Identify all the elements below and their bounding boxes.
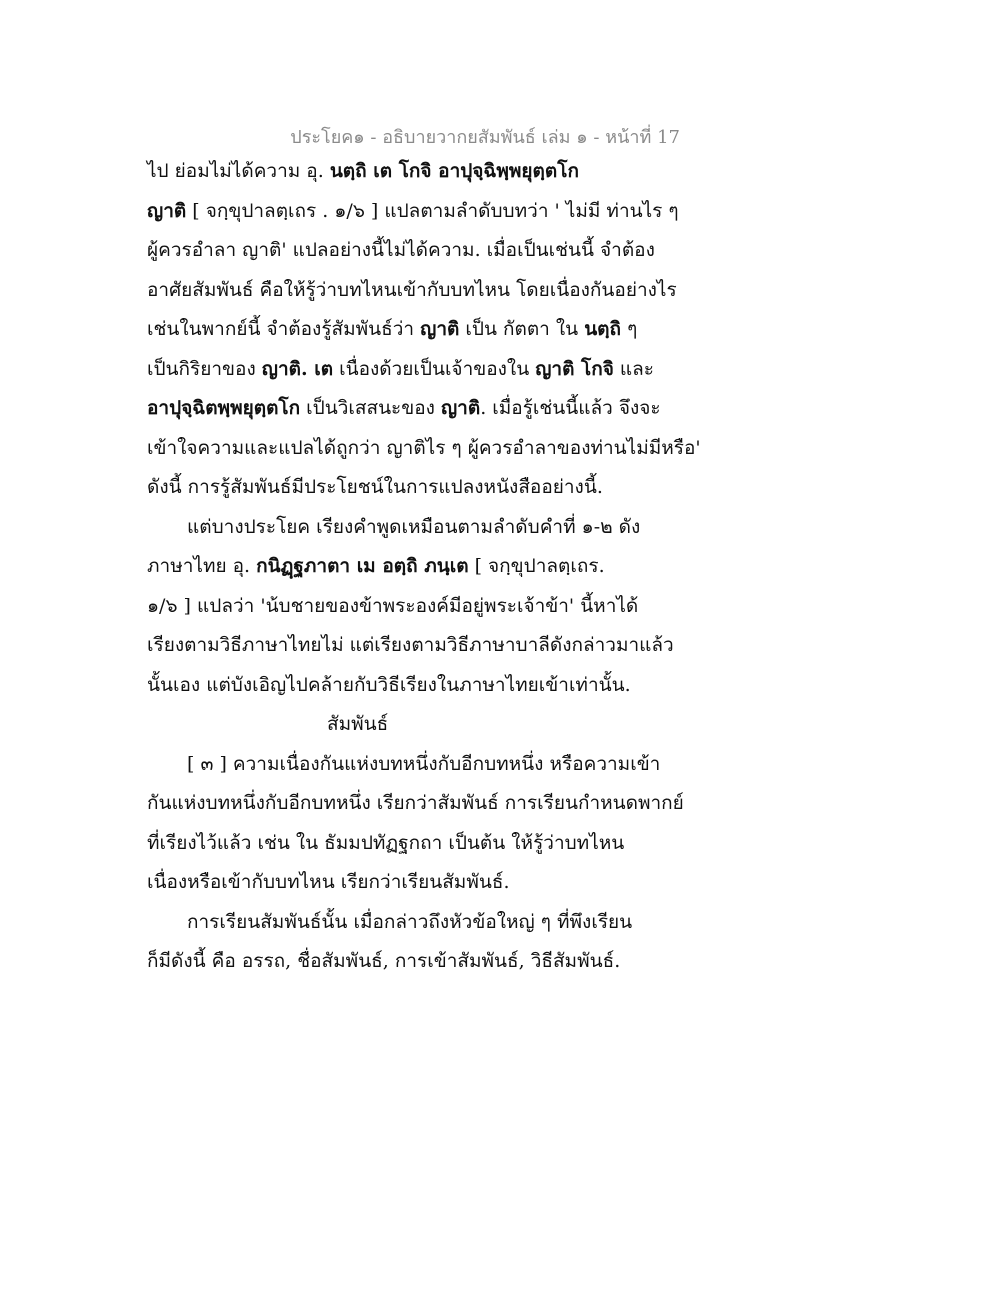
text-line: [ ๓ ] ความเนื่องกันแห่งบทหนึ่งกับอีกบทหนึ่ง หรือความเข้า [187,752,661,775]
body-text [147,152,707,982]
text-line: การเรียนสัมพันธ์นั้น เมื่อกล่าวถึงหัวข้อใหญ่ ๆ ที่พึงเรียน [187,910,633,933]
text-line: ดังนี้ การรู้สัมพันธ์มีประโยชน์ในการแปลงหนังสืออย่างนี้. [147,476,603,498]
paragraph-2 [147,508,707,706]
pali-term: นตฺถิ เต โกจิ อาปุจฺฉิพฺพยุตฺตโก [329,160,579,182]
pali-term: ญาติ [420,318,460,340]
text-line: เข้าใจความและแปลได้ถูกว่า ญาติไร ๆ ผู้ควรอำลาของท่านไม่มีหรือ' [147,436,701,459]
text-line: ก็มีดังนี้ คือ อรรถ, ชื่อสัมพันธ์, การเข้าสัมพันธ์, วิธีสัมพันธ์. [147,950,621,972]
text-line: ที่เรียงไว้แล้ว เช่น ใน ธัมมปทัฏฐกถา เป็นต้น ให้รู้ว่าบทไหน [147,831,625,854]
text-line: เนื่องหรือเข้ากับบทไหน เรียกว่าเรียนสัมพันธ์. [147,871,510,893]
text-line: แต่บางประโยค เรียงคำพูดเหมือนตามลำดับคำที่ ๑-๒ ดัง [187,515,641,538]
section-heading: สัมพันธ์ [327,713,389,735]
paragraph-4 [147,903,707,982]
pali-term: นตฺถิ [584,318,622,340]
text-line: อาศัยสัมพันธ์ คือให้รู้ว่าบทไหนเข้ากับบทไหน โดยเนื่องกันอย่างไร [147,278,677,301]
text-line: ภาษาไทย อุ. กนิฏฺฐภาตา เม อตฺถิ ภนฺเต [ จกฺขุปาลตฺเถร. [147,555,605,577]
text-line: นั้นเอง แต่บังเอิญไปคล้ายกับวิธีเรียงในภาษาไทยเข้าเท่านั้น. [147,673,631,696]
text-line: ไป ย่อมไม่ได้ความ อุ. นตฺถิ เต โกจิ อาปุจฺฉิพฺพยุตฺตโก [147,160,579,182]
pali-term: ญาติ [440,397,481,419]
text-line: เช่นในพากย์นี้ จำต้องรู้สัมพันธ์ว่า ญาติ เป็น กัตตา ใน นตฺถิ ๆ [147,318,638,340]
pali-term: กนิฏฺฐภาตา เม อตฺถิ ภนฺเต [256,555,469,577]
pali-term: ญาติ. เต [261,357,334,380]
text-line: เป็นกิริยาของ ญาติ. เต เนื่องด้วยเป็นเจ้าของใน ญาติ โกจิ และ [147,357,655,380]
paragraph-3 [147,745,707,903]
text-line: กันแห่งบทหนึ่งกับอีกบทหนึ่ง เรียกว่าสัมพันธ์ การเรียนกำหนดพากย์ [147,792,684,814]
text-line: ญาติ [ จกฺขุปาลตฺเถร . ๑/๖ ] แปลตามลำดับบทว่า ' ไม่มี ท่านไร ๆ [147,199,679,222]
text-line: อาปุจฺฉิตพฺพยุตฺตโก เป็นวิเสสนะของ ญาติ. เมื่อรู้เช่นนี้แล้ว จึงจะ [147,397,661,419]
text-line: เรียงตามวิธีภาษาไทยไม่ แต่เรียงตามวิธีภาษาบาลีดังกล่าวมาแล้ว [147,634,674,656]
pali-term: ญาติ [147,199,187,222]
text-line: ผู้ควรอำลา ญาติ' แปลอย่างนี้ไม่ได้ความ. เมื่อเป็นเช่นนี้ จำต้อง [147,239,655,261]
pali-term: อาปุจฺฉิตพฺพยุตฺตโก [147,397,301,419]
text-line: ๑/๖ ] แปลว่า 'น้บชายของข้าพระองค์มีอยู่พระเจ้าข้า' นี้หาได้ [147,594,639,617]
paragraph-1 [147,152,707,508]
running-header: ประโยค๑ - อธิบายวากยสัมพันธ์ เล่ม ๑ - หน้าที่ 17 [290,127,680,148]
pali-term: ญาติ โกจิ [535,357,614,380]
